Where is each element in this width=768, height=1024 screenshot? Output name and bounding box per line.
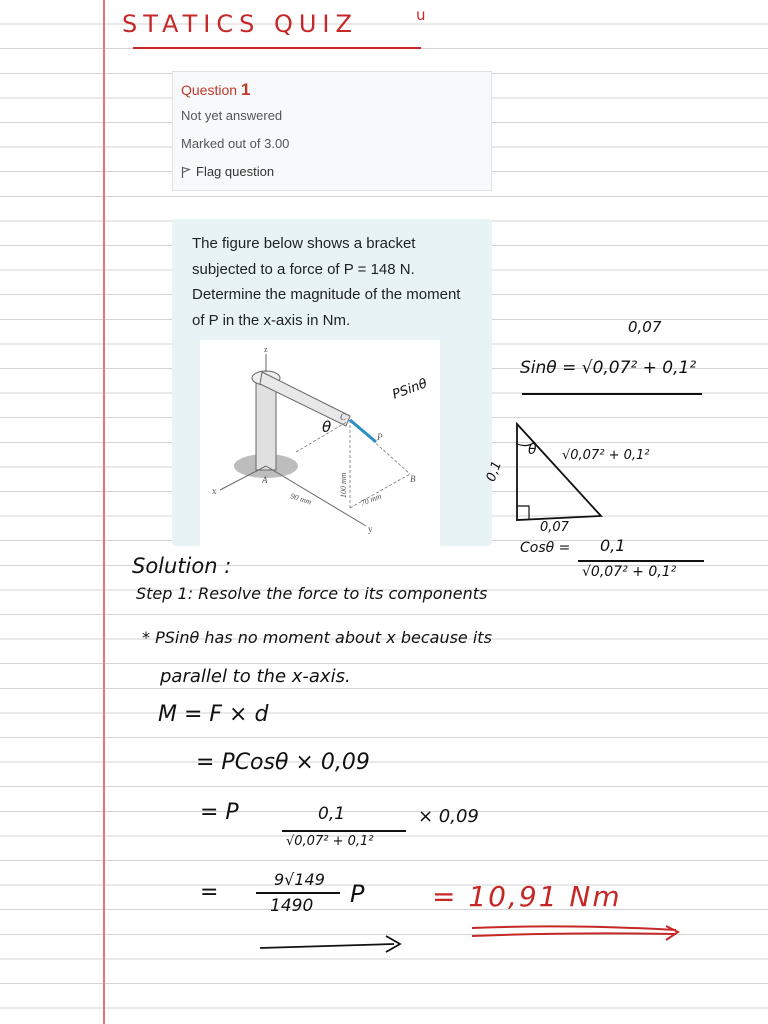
hw-cos-label: Cosθ = <box>520 540 571 556</box>
notes-title-mark: u <box>416 6 426 24</box>
bracket-post <box>256 382 276 470</box>
flag-icon <box>181 166 191 178</box>
hw-note-line1: * PSinθ has no moment about x because its <box>142 628 492 647</box>
hw-answer-underline <box>470 922 682 944</box>
hw-triangle-theta: θ <box>528 442 537 458</box>
point-a-label: A <box>262 475 268 485</box>
hw-eq3-suffix: × 0,09 <box>418 806 479 827</box>
force-p-label: P <box>377 432 383 442</box>
y-axis-line <box>266 466 366 526</box>
hw-sin-numerator: 0,07 <box>628 318 662 336</box>
hw-theta-mark: θ <box>322 418 332 436</box>
question-text: The figure below shows a bracket subjected to a force of P = 148 N. Determine the magnitude of the moment of P in the x-axis in Nm. <box>192 235 461 329</box>
question-status: Not yet answered <box>181 108 283 123</box>
question-info-panel <box>172 71 492 191</box>
bracket-figure <box>200 340 440 546</box>
hw-answer: = 10,91 Nm <box>432 880 622 913</box>
hw-triangle-base: 0,07 <box>540 520 569 535</box>
hw-step1: Step 1: Resolve the force to its components <box>136 584 488 603</box>
hw-eq4-variable: P <box>350 880 365 908</box>
axis-y-label: y <box>368 524 373 534</box>
point-c-label: C <box>340 412 347 422</box>
hw-sin-underline <box>522 393 702 395</box>
hw-eq3-prefix: = P <box>200 800 239 825</box>
hw-solution-heading: Solution : <box>132 554 232 578</box>
dim-70-label: 70 mm <box>359 491 383 508</box>
question-label: Question <box>181 82 238 98</box>
hw-eq4-numerator: 9√149 <box>274 870 325 889</box>
dim-90-label: 90 mm <box>289 491 313 507</box>
hw-eq4-denominator: 1490 <box>270 896 314 916</box>
notes-title: STATICS QUIZ <box>122 10 358 38</box>
hw-triangle <box>505 420 605 524</box>
point-b-label: B <box>410 474 416 484</box>
title-underline <box>133 47 421 49</box>
hw-psin-label: PSinθ <box>390 376 430 403</box>
flag-question-label: Flag question <box>196 164 275 179</box>
hw-eq3-fraction-bar <box>282 830 406 832</box>
dashed-line-base <box>350 474 410 508</box>
force-p-arrow <box>350 420 376 442</box>
hw-cos-denominator: √0,07² + 0,1² <box>582 564 677 580</box>
hw-eq4-prefix: = <box>200 880 219 905</box>
question-number: 1 <box>240 80 251 99</box>
axis-z-label: z <box>264 345 268 354</box>
hw-eq3-numerator: 0,1 <box>318 804 346 824</box>
hw-triangle-hyp: √0,07² + 0,1² <box>562 448 650 463</box>
hw-triangle-side: 0,1 <box>483 459 505 484</box>
question-text-panel <box>172 219 492 546</box>
dim-100-label: 100 mm <box>339 472 348 498</box>
notebook-margin-line <box>103 0 105 1024</box>
axis-x-label: x <box>212 486 217 496</box>
hw-eq4-fraction-bar <box>256 892 340 894</box>
hw-note-line2: parallel to the x-axis. <box>160 666 351 687</box>
hw-bottom-arrow <box>258 932 406 954</box>
hw-cos-numerator: 0,1 <box>600 536 626 555</box>
hw-eq3-denominator: √0,07² + 0,1² <box>286 834 374 849</box>
hw-eq2: = PCosθ × 0,09 <box>196 750 370 775</box>
hw-cos-fraction-bar <box>578 560 704 562</box>
hw-sin-formula: Sinθ = √0,07² + 0,1² <box>520 358 697 378</box>
bracket-figure-svg <box>200 340 440 546</box>
hw-eq1: M = F × d <box>158 702 269 727</box>
question-title <box>181 80 483 100</box>
question-marks: Marked out of 3.00 <box>181 136 290 151</box>
flag-question-button[interactable] <box>181 164 483 179</box>
